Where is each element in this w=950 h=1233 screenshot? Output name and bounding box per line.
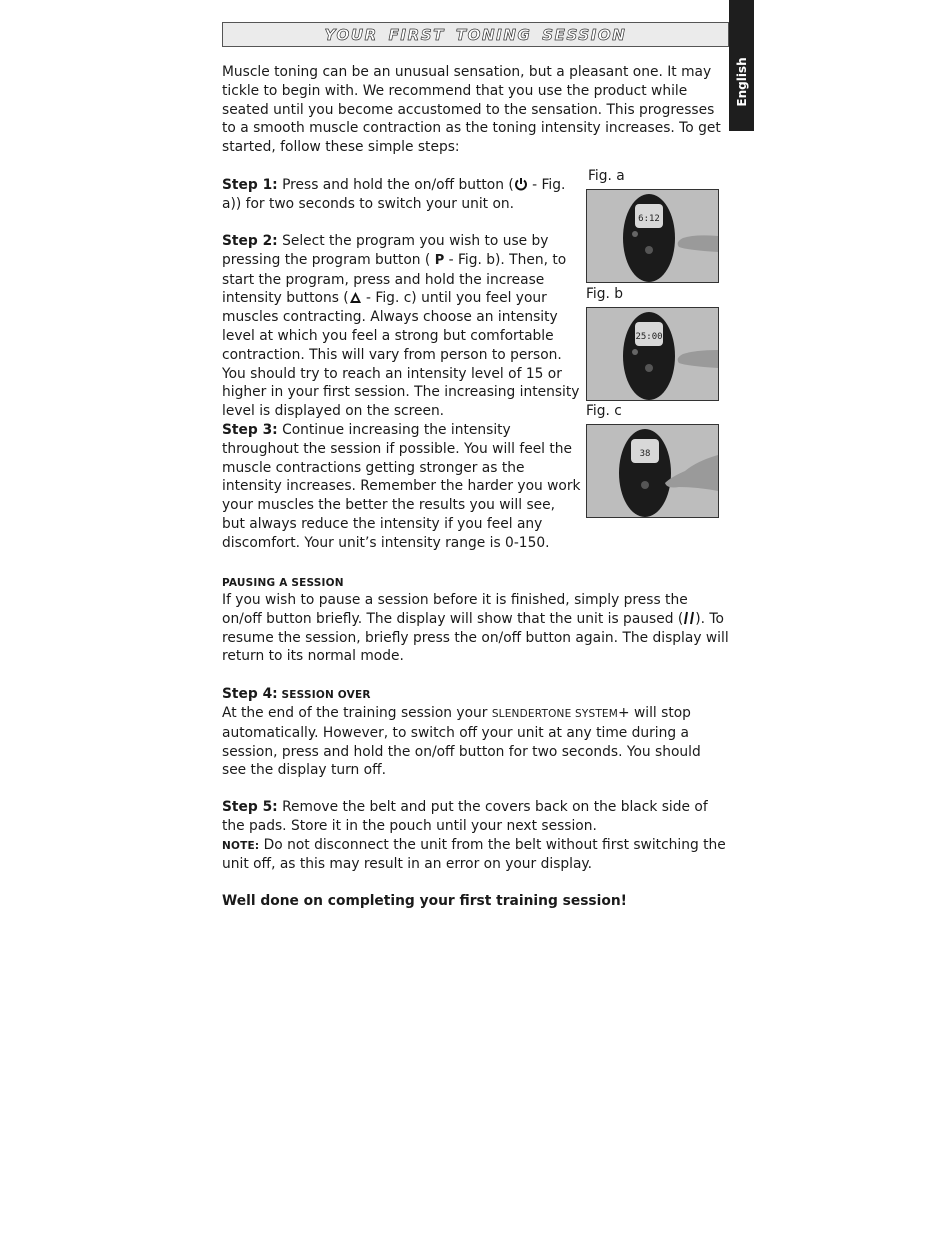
step-4-heading <box>222 685 729 705</box>
brand-name: SLENDERTONE SYSTEM <box>491 708 619 720</box>
step-1-label: Step 1: <box>222 177 278 193</box>
note-label: NOTE: <box>222 839 260 852</box>
pausing-paragraph <box>222 591 729 666</box>
fig-c-label: Fig. c <box>586 403 622 419</box>
language-tab-label: English <box>734 57 749 107</box>
step-1-text-b: - Fig. a)) for two seconds to switch your unit on. <box>222 177 566 212</box>
step-4-label: Step 4: <box>222 686 278 702</box>
pausing-text-a: If you wish to pause a session before it is finished, simply press the on/off button briefly. The display will show that the unit is paused ( <box>222 592 688 627</box>
step-4-text-a: At the end of the training session your <box>222 705 492 721</box>
page-title: YOUR FIRST TONING SESSION <box>324 25 627 44</box>
step-2-text-a: Select the program you wish to use by pressing the program button ( <box>222 233 549 268</box>
step-4-subheading: SESSION OVER <box>277 689 371 701</box>
step-5-label: Step 5: <box>222 799 278 815</box>
step-4-text-b: + will stop automatically. However, to switch off your unit at any time during a session, press and hold the on/off button for two seconds. You should see the display turn off. <box>222 705 701 779</box>
power-icon <box>514 177 528 193</box>
fig-c-display: 38 <box>639 449 651 459</box>
step-1-text-a: Press and hold the on/off button ( <box>277 177 514 193</box>
intro-paragraph: Muscle toning can be an unusual sensation, but a pleasant one. It may tickle to begin with. We recommend that you use the product while seated until you become accustomed to the sensation. This progresses to a smooth muscle contraction as the toning intensity increases. To get started, follow these simple steps: <box>222 64 721 156</box>
language-tab <box>729 0 754 131</box>
program-button-glyph: P <box>434 252 445 268</box>
fig-b-label: Fig. b <box>586 286 624 302</box>
fig-a-display: 6:12 <box>638 214 660 224</box>
fig-b-display: 25:00 <box>635 332 663 342</box>
step-2-text-b: - Fig. b). Then, to start the program, press and hold the increase intensity buttons ( <box>222 251 567 307</box>
closing-message: Well done on completing your first training session! <box>222 893 627 909</box>
step-3 <box>222 421 582 553</box>
step-2-label: Step 2: <box>222 233 278 249</box>
step-3-text: Continue increasing the intensity throughout the session if possible. You will feel the muscle contractions getting stronger as the intensity increases. Remember the harder you work your muscles the better the results you will see, but always reduce the intensity if you feel any discomfort. Your unit’s intensity range is 0-150. <box>222 422 581 551</box>
pause-icon <box>683 611 695 627</box>
step-1 <box>222 176 574 214</box>
pausing-text-b: ). To resume the session, briefly press the on/off button again. The display will return to its normal mode. <box>222 610 729 665</box>
page-title-bar <box>222 22 729 47</box>
step-2-text-c: - Fig. c) until you feel your muscles contracting. Always choose an intensity level at which you feel a strong but comfortable contraction. This will vary from person to person. You should try to reach an intensity level of 15 or higher in your first session. The increasing intensity level is displayed on the screen. <box>222 290 580 420</box>
pausing-heading: PAUSING A SESSION <box>222 577 344 589</box>
manual-page <box>222 22 729 909</box>
step-2 <box>222 232 582 421</box>
step-4-paragraph <box>222 704 729 780</box>
step-5 <box>222 798 729 874</box>
step-3-label: Step 3: <box>222 422 278 438</box>
fig-b-image <box>586 307 719 401</box>
fig-c-image <box>586 424 719 518</box>
fig-a-label: Fig. a <box>588 168 625 184</box>
note-text: Do not disconnect the unit from the belt without first switching the unit off, as this may result in an error on your display. <box>222 836 726 873</box>
fig-a-image <box>586 189 719 283</box>
intensity-up-icon <box>349 290 362 306</box>
step-5-text: Remove the belt and put the covers back on the black side of the pads. Store it in the pouch until your next session. <box>222 799 708 834</box>
